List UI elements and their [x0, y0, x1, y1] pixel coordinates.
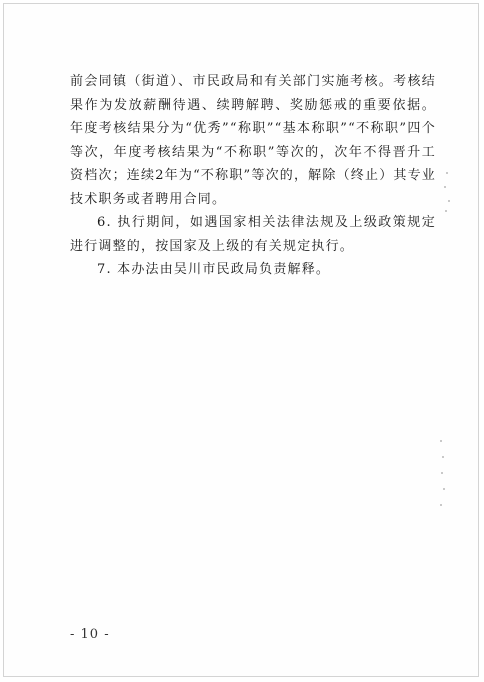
page-number: - 10 - [70, 627, 110, 642]
document-body [70, 70, 436, 282]
scan-speck [440, 440, 442, 442]
document-page [3, 3, 479, 677]
scan-speck [444, 186, 446, 188]
scan-speck [442, 456, 444, 458]
scan-speck [445, 210, 447, 212]
scan-speck [446, 172, 448, 174]
paragraph-item-7: 7. 本办法由吴川市民政局负责解释。 [97, 262, 331, 277]
scan-speck [440, 504, 442, 506]
scan-speck [441, 472, 443, 474]
paragraph-item-6: 6. 执行期间，如遇国家相关法律法规及上级政策规定进行调整的，按国家及上级的有关规定执行。 [70, 215, 436, 254]
scan-speck [443, 488, 445, 490]
paragraph-continuation: 前会同镇（街道）、市民政局和有关部门实施考核。考核结果作为发放薪酬待遇、续聘解聘、奖励惩戒的重要依据。年度考核结果分为“优秀”“称职”“基本称职”“不称职”四个等次，年度考核结果为“不称职”等次的，次年不得晋升工资档次；连续2年为“不称职”等次的，解除（终止）其专业技术职务或者聘用合同。 [70, 74, 436, 207]
scan-speck [448, 200, 450, 202]
